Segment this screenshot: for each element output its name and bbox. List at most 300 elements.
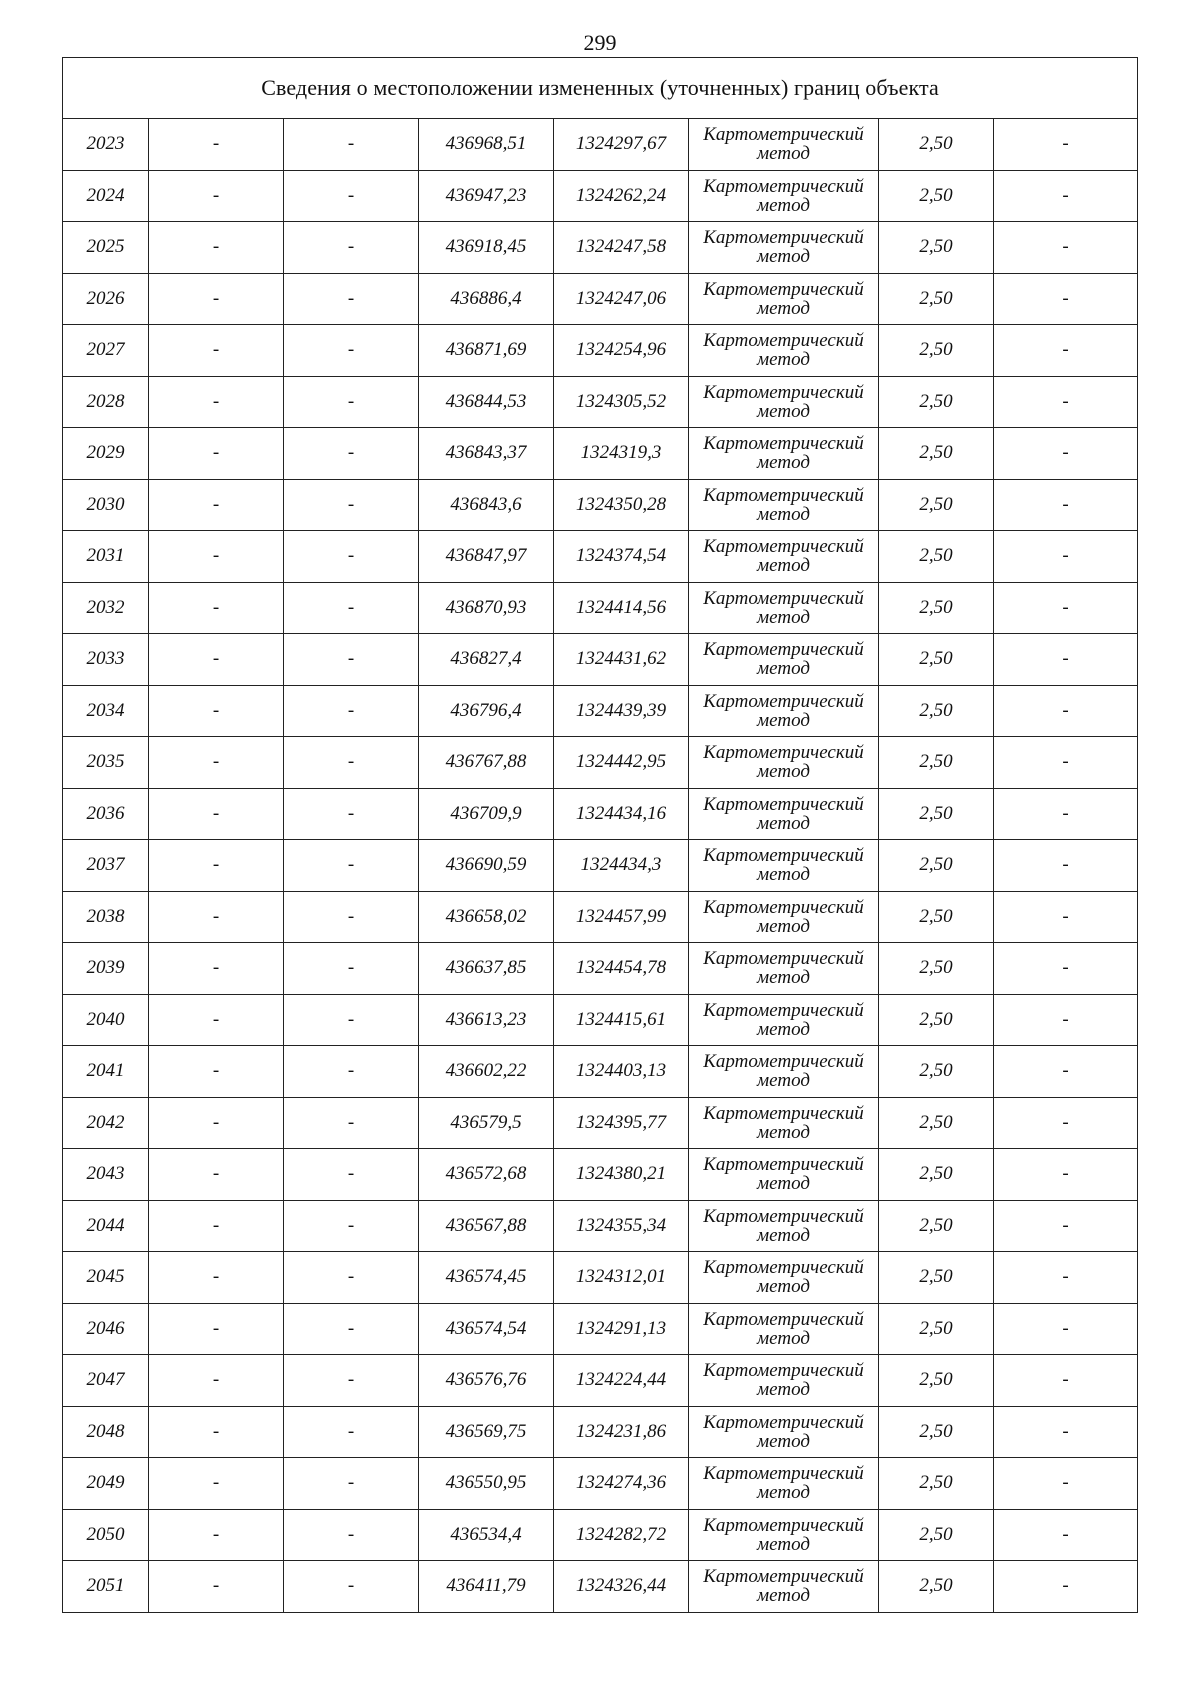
dash-cell: - [994, 994, 1138, 1046]
accuracy-cell: 2,50 [879, 479, 994, 531]
x-coordinate-cell: 436569,75 [419, 1406, 554, 1458]
x-coordinate-cell: 436550,95 [419, 1458, 554, 1510]
accuracy-cell: 2,50 [879, 1200, 994, 1252]
table-row [63, 325, 1138, 377]
dash-cell: - [994, 170, 1138, 222]
dash-cell: - [284, 634, 419, 686]
accuracy-cell: 2,50 [879, 1406, 994, 1458]
x-coordinate-cell: 436574,54 [419, 1303, 554, 1355]
y-coordinate-cell: 1324305,52 [554, 376, 689, 428]
dash-cell: - [149, 119, 284, 171]
accuracy-cell: 2,50 [879, 840, 994, 892]
method-line-1: Картометрический [703, 1566, 864, 1588]
dash-cell: - [994, 1561, 1138, 1613]
y-coordinate-cell: 1324380,21 [554, 1149, 689, 1201]
y-coordinate-cell: 1324312,01 [554, 1252, 689, 1304]
x-coordinate-cell: 436918,45 [419, 222, 554, 274]
method-cell [689, 273, 879, 325]
y-coordinate-cell: 1324274,36 [554, 1458, 689, 1510]
table-row [63, 1303, 1138, 1355]
x-coordinate-cell: 436613,23 [419, 994, 554, 1046]
method-line-1: Картометрический [703, 587, 864, 609]
table-row [63, 376, 1138, 428]
point-number-cell: 2034 [63, 685, 149, 737]
table-row [63, 634, 1138, 686]
accuracy-cell: 2,50 [879, 428, 994, 480]
accuracy-cell: 2,50 [879, 994, 994, 1046]
method-cell [689, 1406, 879, 1458]
table-row [63, 479, 1138, 531]
method-line-2: метод [757, 1173, 810, 1195]
method-line-1: Картометрический [703, 948, 864, 970]
method-line-2: метод [757, 1276, 810, 1298]
accuracy-cell: 2,50 [879, 170, 994, 222]
x-coordinate-cell: 436576,76 [419, 1355, 554, 1407]
table-row [63, 685, 1138, 737]
dash-cell: - [149, 994, 284, 1046]
dash-cell: - [149, 428, 284, 480]
accuracy-cell: 2,50 [879, 1509, 994, 1561]
point-number-cell: 2030 [63, 479, 149, 531]
method-line-2: метод [757, 709, 810, 731]
dash-cell: - [994, 1097, 1138, 1149]
dash-cell: - [149, 1200, 284, 1252]
accuracy-cell: 2,50 [879, 788, 994, 840]
method-cell [689, 222, 879, 274]
dash-cell: - [284, 1097, 419, 1149]
dash-cell: - [149, 479, 284, 531]
x-coordinate-cell: 436843,6 [419, 479, 554, 531]
x-coordinate-cell: 436579,5 [419, 1097, 554, 1149]
dash-cell: - [284, 1149, 419, 1201]
dash-cell: - [994, 531, 1138, 583]
method-line-1: Картометрический [703, 124, 864, 146]
y-coordinate-cell: 1324282,72 [554, 1509, 689, 1561]
accuracy-cell: 2,50 [879, 119, 994, 171]
accuracy-cell: 2,50 [879, 531, 994, 583]
x-coordinate-cell: 436871,69 [419, 325, 554, 377]
y-coordinate-cell: 1324247,58 [554, 222, 689, 274]
method-line-1: Картометрический [703, 1205, 864, 1227]
method-line-2: метод [757, 246, 810, 268]
point-number-cell: 2028 [63, 376, 149, 428]
dash-cell: - [149, 1097, 284, 1149]
point-number-cell: 2047 [63, 1355, 149, 1407]
method-line-2: метод [757, 555, 810, 577]
accuracy-cell: 2,50 [879, 634, 994, 686]
method-cell [689, 634, 879, 686]
dash-cell: - [149, 1509, 284, 1561]
dash-cell: - [994, 119, 1138, 171]
table-row [63, 582, 1138, 634]
dash-cell: - [149, 1355, 284, 1407]
method-cell [689, 840, 879, 892]
method-cell [689, 531, 879, 583]
x-coordinate-cell: 436947,23 [419, 170, 554, 222]
dash-cell: - [149, 1149, 284, 1201]
method-cell [689, 994, 879, 1046]
table-row [63, 119, 1138, 171]
accuracy-cell: 2,50 [879, 1458, 994, 1510]
method-line-2: метод [757, 1533, 810, 1555]
method-cell [689, 685, 879, 737]
x-coordinate-cell: 436870,93 [419, 582, 554, 634]
x-coordinate-cell: 436411,79 [419, 1561, 554, 1613]
dash-cell: - [994, 634, 1138, 686]
method-cell [689, 788, 879, 840]
point-number-cell: 2048 [63, 1406, 149, 1458]
dash-cell: - [994, 943, 1138, 995]
method-line-2: метод [757, 194, 810, 216]
dash-cell: - [149, 222, 284, 274]
accuracy-cell: 2,50 [879, 737, 994, 789]
dash-cell: - [994, 273, 1138, 325]
point-number-cell: 2051 [63, 1561, 149, 1613]
dash-cell: - [284, 1561, 419, 1613]
point-number-cell: 2024 [63, 170, 149, 222]
accuracy-cell: 2,50 [879, 685, 994, 737]
dash-cell: - [994, 428, 1138, 480]
point-number-cell: 2039 [63, 943, 149, 995]
method-line-1: Картометрический [703, 742, 864, 764]
method-line-1: Картометрический [703, 1360, 864, 1382]
method-line-1: Картометрический [703, 536, 864, 558]
method-line-2: метод [757, 864, 810, 886]
page-number: 299 [583, 30, 617, 55]
dash-cell: - [284, 376, 419, 428]
method-cell [689, 1509, 879, 1561]
y-coordinate-cell: 1324247,06 [554, 273, 689, 325]
x-coordinate-cell: 436709,9 [419, 788, 554, 840]
point-number-cell: 2033 [63, 634, 149, 686]
method-line-1: Картометрический [703, 381, 864, 403]
table-row [63, 1355, 1138, 1407]
method-line-1: Картометрический [703, 845, 864, 867]
point-number-cell: 2049 [63, 1458, 149, 1510]
method-line-2: метод [757, 1070, 810, 1092]
dash-cell: - [994, 1406, 1138, 1458]
method-line-2: метод [757, 1018, 810, 1040]
method-line-2: метод [757, 143, 810, 165]
dash-cell: - [994, 788, 1138, 840]
table-row [63, 943, 1138, 995]
x-coordinate-cell: 436886,4 [419, 273, 554, 325]
dash-cell: - [149, 170, 284, 222]
method-line-1: Картометрический [703, 896, 864, 918]
method-line-1: Картометрический [703, 1514, 864, 1536]
y-coordinate-cell: 1324231,86 [554, 1406, 689, 1458]
method-line-2: метод [757, 1379, 810, 1401]
table-row [63, 1252, 1138, 1304]
dash-cell: - [149, 1458, 284, 1510]
point-number-cell: 2045 [63, 1252, 149, 1304]
dash-cell: - [284, 1303, 419, 1355]
dash-cell: - [149, 1561, 284, 1613]
dash-cell: - [149, 1406, 284, 1458]
x-coordinate-cell: 436602,22 [419, 1046, 554, 1098]
dash-cell: - [284, 531, 419, 583]
dash-cell: - [284, 1458, 419, 1510]
dash-cell: - [149, 273, 284, 325]
point-number-cell: 2027 [63, 325, 149, 377]
point-number-cell: 2044 [63, 1200, 149, 1252]
x-coordinate-cell: 436567,88 [419, 1200, 554, 1252]
dash-cell: - [994, 1252, 1138, 1304]
accuracy-cell: 2,50 [879, 1097, 994, 1149]
table-row [63, 170, 1138, 222]
dash-cell: - [284, 1509, 419, 1561]
method-line-1: Картометрический [703, 639, 864, 661]
y-coordinate-cell: 1324434,3 [554, 840, 689, 892]
x-coordinate-cell: 436847,97 [419, 531, 554, 583]
point-number-cell: 2032 [63, 582, 149, 634]
method-cell [689, 428, 879, 480]
method-cell [689, 170, 879, 222]
dash-cell: - [994, 582, 1138, 634]
y-coordinate-cell: 1324431,62 [554, 634, 689, 686]
y-coordinate-cell: 1324457,99 [554, 891, 689, 943]
method-line-1: Картометрический [703, 330, 864, 352]
point-number-cell: 2036 [63, 788, 149, 840]
dash-cell: - [149, 788, 284, 840]
method-line-2: метод [757, 400, 810, 422]
method-line-2: метод [757, 915, 810, 937]
method-cell [689, 1252, 879, 1304]
method-line-2: метод [757, 452, 810, 474]
method-line-1: Картометрический [703, 999, 864, 1021]
x-coordinate-cell: 436827,4 [419, 634, 554, 686]
dash-cell: - [994, 1458, 1138, 1510]
method-cell [689, 479, 879, 531]
y-coordinate-cell: 1324319,3 [554, 428, 689, 480]
accuracy-cell: 2,50 [879, 1561, 994, 1613]
dash-cell: - [149, 737, 284, 789]
method-line-2: метод [757, 503, 810, 525]
x-coordinate-cell: 436767,88 [419, 737, 554, 789]
x-coordinate-cell: 436574,45 [419, 1252, 554, 1304]
method-cell [689, 891, 879, 943]
accuracy-cell: 2,50 [879, 943, 994, 995]
point-number-cell: 2029 [63, 428, 149, 480]
method-line-2: метод [757, 1327, 810, 1349]
table-row [63, 1097, 1138, 1149]
point-number-cell: 2025 [63, 222, 149, 274]
method-line-1: Картометрический [703, 1102, 864, 1124]
x-coordinate-cell: 436690,59 [419, 840, 554, 892]
dash-cell: - [284, 273, 419, 325]
method-line-1: Картометрический [703, 1154, 864, 1176]
table-row [63, 737, 1138, 789]
dash-cell: - [994, 840, 1138, 892]
method-line-2: метод [757, 967, 810, 989]
method-line-1: Картометрический [703, 690, 864, 712]
point-number-cell: 2038 [63, 891, 149, 943]
y-coordinate-cell: 1324442,95 [554, 737, 689, 789]
dash-cell: - [994, 1355, 1138, 1407]
point-number-cell: 2026 [63, 273, 149, 325]
x-coordinate-cell: 436968,51 [419, 119, 554, 171]
dash-cell: - [149, 634, 284, 686]
y-coordinate-cell: 1324434,16 [554, 788, 689, 840]
dash-cell: - [149, 943, 284, 995]
table-row [63, 1561, 1138, 1613]
method-cell [689, 1355, 879, 1407]
dash-cell: - [284, 1046, 419, 1098]
method-line-2: метод [757, 1224, 810, 1246]
accuracy-cell: 2,50 [879, 222, 994, 274]
method-cell [689, 1046, 879, 1098]
method-line-1: Картометрический [703, 227, 864, 249]
method-cell [689, 1149, 879, 1201]
y-coordinate-cell: 1324262,24 [554, 170, 689, 222]
accuracy-cell: 2,50 [879, 273, 994, 325]
method-cell [689, 1561, 879, 1613]
dash-cell: - [149, 1303, 284, 1355]
y-coordinate-cell: 1324326,44 [554, 1561, 689, 1613]
dash-cell: - [284, 1200, 419, 1252]
dash-cell: - [994, 376, 1138, 428]
table-row [63, 273, 1138, 325]
dash-cell: - [284, 685, 419, 737]
method-line-2: метод [757, 658, 810, 680]
dash-cell: - [284, 222, 419, 274]
method-line-2: метод [757, 812, 810, 834]
dash-cell: - [149, 685, 284, 737]
dash-cell: - [284, 170, 419, 222]
dash-cell: - [284, 737, 419, 789]
method-line-1: Картометрический [703, 1051, 864, 1073]
dash-cell: - [284, 1406, 419, 1458]
point-number-cell: 2050 [63, 1509, 149, 1561]
table-row [63, 840, 1138, 892]
dash-cell: - [284, 1355, 419, 1407]
point-number-cell: 2037 [63, 840, 149, 892]
method-line-2: метод [757, 606, 810, 628]
method-line-1: Картометрический [703, 793, 864, 815]
accuracy-cell: 2,50 [879, 1149, 994, 1201]
dash-cell: - [284, 325, 419, 377]
method-line-1: Картометрический [703, 433, 864, 455]
accuracy-cell: 2,50 [879, 1046, 994, 1098]
method-line-2: метод [757, 297, 810, 319]
method-line-2: метод [757, 761, 810, 783]
dash-cell: - [284, 891, 419, 943]
y-coordinate-cell: 1324439,39 [554, 685, 689, 737]
point-number-cell: 2041 [63, 1046, 149, 1098]
dash-cell: - [284, 994, 419, 1046]
dash-cell: - [994, 1046, 1138, 1098]
dash-cell: - [149, 376, 284, 428]
point-number-cell: 2042 [63, 1097, 149, 1149]
y-coordinate-cell: 1324415,61 [554, 994, 689, 1046]
accuracy-cell: 2,50 [879, 1303, 994, 1355]
accuracy-cell: 2,50 [879, 1355, 994, 1407]
method-line-1: Картометрический [703, 278, 864, 300]
boundary-coordinates-table [62, 57, 1138, 1613]
method-cell [689, 1458, 879, 1510]
y-coordinate-cell: 1324374,54 [554, 531, 689, 583]
table-body [63, 58, 1138, 1613]
method-line-1: Картометрический [703, 1257, 864, 1279]
dash-cell: - [149, 1252, 284, 1304]
dash-cell: - [149, 891, 284, 943]
dash-cell: - [149, 582, 284, 634]
table-row [63, 788, 1138, 840]
dash-cell: - [284, 428, 419, 480]
table-row [63, 428, 1138, 480]
dash-cell: - [149, 531, 284, 583]
dash-cell: - [284, 119, 419, 171]
method-line-2: метод [757, 1121, 810, 1143]
dash-cell: - [994, 1509, 1138, 1561]
method-line-2: метод [757, 1585, 810, 1607]
accuracy-cell: 2,50 [879, 582, 994, 634]
dash-cell: - [994, 1149, 1138, 1201]
y-coordinate-cell: 1324224,44 [554, 1355, 689, 1407]
y-coordinate-cell: 1324355,34 [554, 1200, 689, 1252]
dash-cell: - [994, 1200, 1138, 1252]
method-line-1: Картометрический [703, 484, 864, 506]
table-row [63, 1458, 1138, 1510]
point-number-cell: 2031 [63, 531, 149, 583]
table-row [63, 994, 1138, 1046]
dash-cell: - [284, 943, 419, 995]
table-row [63, 891, 1138, 943]
dash-cell: - [149, 840, 284, 892]
dash-cell: - [994, 222, 1138, 274]
method-cell [689, 119, 879, 171]
table-row [63, 1149, 1138, 1201]
method-line-2: метод [757, 1430, 810, 1452]
method-cell [689, 943, 879, 995]
table-title-row [63, 58, 1138, 119]
x-coordinate-cell: 436796,4 [419, 685, 554, 737]
method-cell [689, 376, 879, 428]
method-line-1: Картометрический [703, 1463, 864, 1485]
dash-cell: - [994, 1303, 1138, 1355]
y-coordinate-cell: 1324291,13 [554, 1303, 689, 1355]
method-line-1: Картометрический [703, 1308, 864, 1330]
boundary-table-container [62, 57, 1137, 1613]
dash-cell: - [284, 840, 419, 892]
method-cell [689, 582, 879, 634]
dash-cell: - [284, 1252, 419, 1304]
point-number-cell: 2040 [63, 994, 149, 1046]
table-row [63, 222, 1138, 274]
point-number-cell: 2023 [63, 119, 149, 171]
dash-cell: - [994, 479, 1138, 531]
dash-cell: - [994, 737, 1138, 789]
method-cell [689, 1303, 879, 1355]
method-line-1: Картометрический [703, 1411, 864, 1433]
accuracy-cell: 2,50 [879, 376, 994, 428]
table-row [63, 1509, 1138, 1561]
dash-cell: - [994, 891, 1138, 943]
accuracy-cell: 2,50 [879, 891, 994, 943]
dash-cell: - [284, 788, 419, 840]
dash-cell: - [284, 582, 419, 634]
method-cell [689, 737, 879, 789]
table-title: Сведения о местоположении измененных (уточненных) границ объекта [63, 58, 1138, 119]
accuracy-cell: 2,50 [879, 325, 994, 377]
table-row [63, 531, 1138, 583]
x-coordinate-cell: 436534,4 [419, 1509, 554, 1561]
method-cell [689, 1097, 879, 1149]
y-coordinate-cell: 1324414,56 [554, 582, 689, 634]
x-coordinate-cell: 436843,37 [419, 428, 554, 480]
y-coordinate-cell: 1324350,28 [554, 479, 689, 531]
x-coordinate-cell: 436637,85 [419, 943, 554, 995]
